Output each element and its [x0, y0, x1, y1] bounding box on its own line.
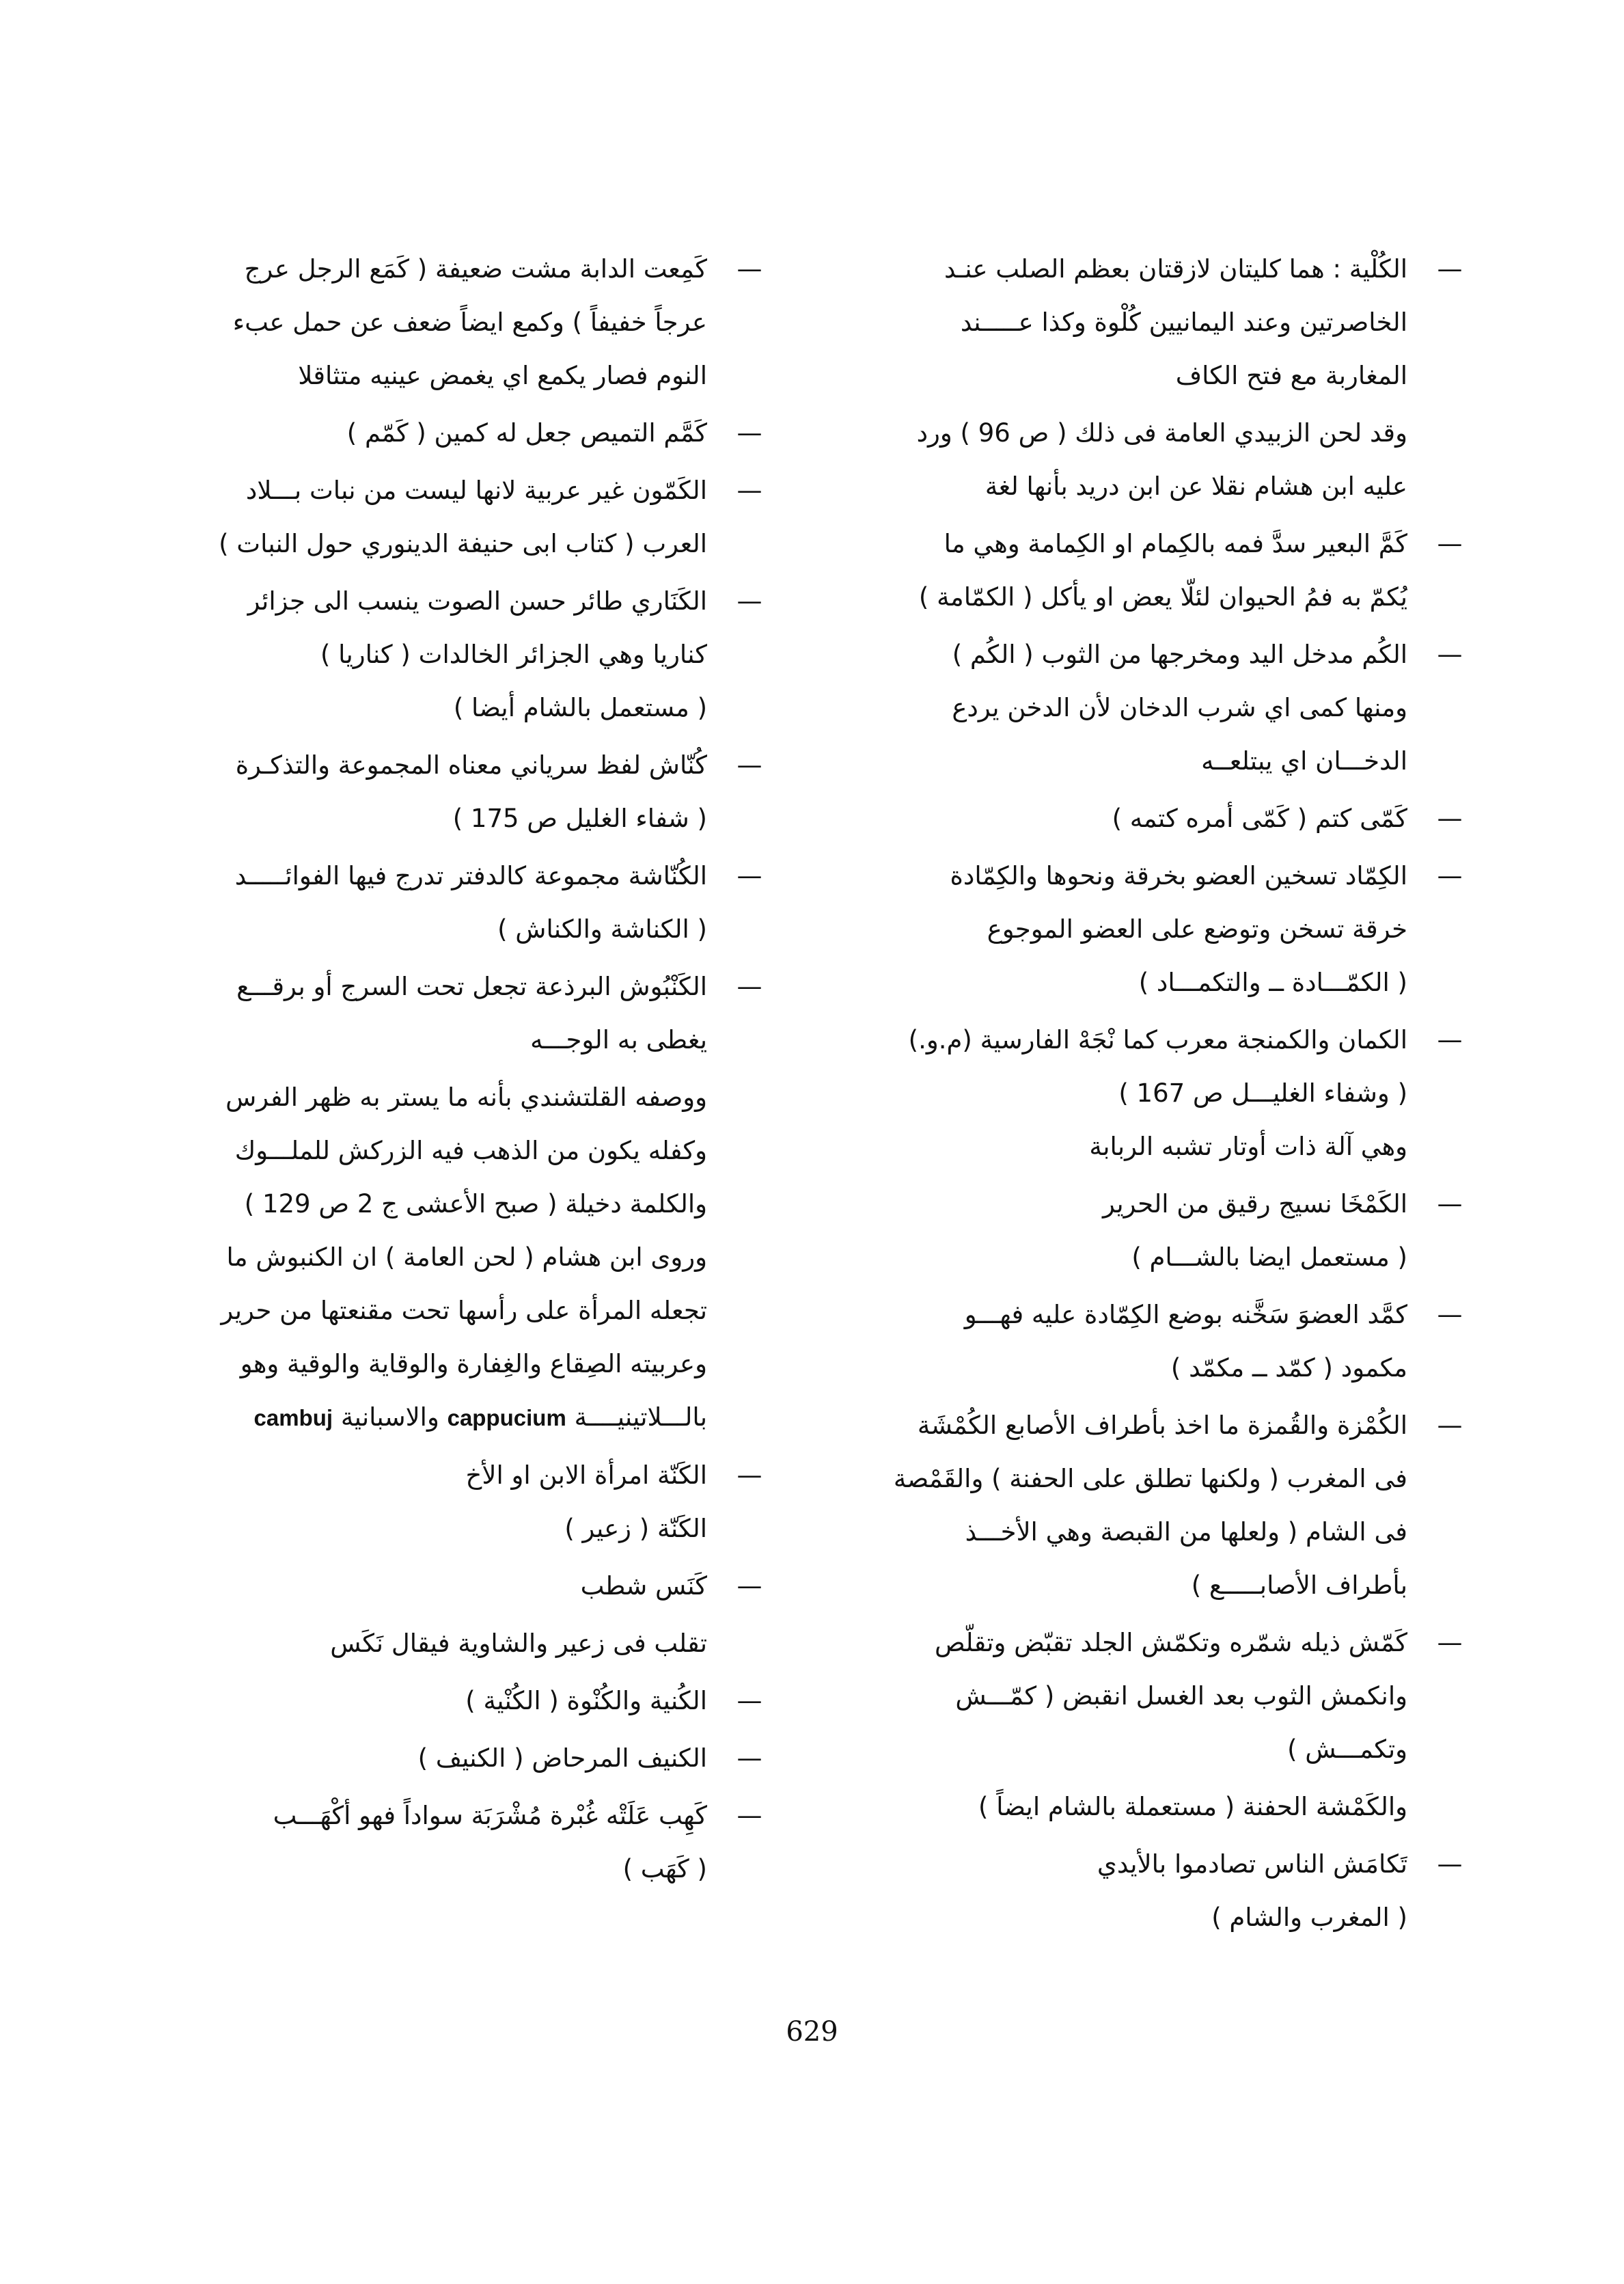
entry-line: ووصفه القلتشندي بأنه ما يستر به ظهر الفرس — [225, 1083, 707, 1112]
entry-dash: — — [1437, 640, 1463, 669]
entry-dash: — — [1437, 1628, 1463, 1657]
entry-line: ( شفاء الغليل ص 175 ) — [452, 804, 707, 833]
dictionary-entry — [140, 1560, 769, 1613]
entry-line: تَكامَش الناس تصادموا بالأيدي — [1097, 1849, 1407, 1879]
entry-dash: — — [1437, 254, 1463, 284]
entry-dash: — — [737, 1686, 762, 1715]
entry-line: كناريا وهي الجزائر الخالدات ( كناريا ) — [320, 640, 707, 669]
entry-line: الكَنّة امرأة الابن او الأخ — [465, 1460, 707, 1490]
entry-dash: — — [1437, 529, 1463, 558]
entry-line: كَمَّم التميص جعل له كمين ( كَمّم ) — [346, 418, 707, 448]
entry-line: الكِمّاد تسخين العضو بخرقة ونحوها والكِمّادة — [950, 861, 1407, 891]
entry-line: تقلب فى زعير والشاوية فيقال نَكَس — [330, 1629, 707, 1658]
entry-line: والكَمْشة الحفنة ( مستعملة بالشام ايضاً ) — [978, 1792, 1407, 1821]
entry-line: الدخـــان اي يبتلعــه — [1201, 746, 1407, 776]
left-column — [140, 243, 769, 1900]
latin-word: cambuj — [253, 1405, 333, 1430]
entry-line: كَمّش ذيله شمّره وتكمّش الجلد تقبّض وتقلّص — [934, 1628, 1407, 1657]
entry-line: مكمود ( كمّد ــ مكمّد ) — [1170, 1353, 1407, 1383]
dictionary-entry — [847, 1838, 1469, 1944]
dictionary-entry — [140, 1732, 769, 1785]
entry-line: الكُم مدخل اليد ومخرجها من الثوب ( الكُم ) — [952, 640, 1407, 669]
entry-dash: — — [737, 861, 762, 891]
entry-line: الكَنّة ( زعير ) — [564, 1514, 707, 1543]
dictionary-entry — [847, 1288, 1469, 1395]
entry-line: الكَنَاري طائر حسن الصوت ينسب الى جزائر — [247, 586, 707, 616]
entry-line: كَهِب عَلَتْه غُبْرة مُشْرَبَة سواداً فهو أكْهَـــب — [273, 1801, 707, 1830]
entry-dash: — — [1437, 1849, 1463, 1879]
entry-line: يغطى به الوجـــه — [530, 1025, 707, 1055]
entry-line: كُنّاش لفظ سرياني معناه المجموعة والتذكـرة — [235, 750, 707, 780]
dictionary-entry — [140, 464, 769, 571]
dictionary-entry — [847, 1616, 1469, 1776]
entry-line: الكنيف المرحاض ( الكنيف ) — [417, 1743, 707, 1773]
entry-line: الكُنّاشة مجموعة كالدفتر تدرج فيها الفوائـــــد — [234, 861, 707, 891]
entry-line: عرجاً خفيفاً ) وكمع ايضاً ضعف عن حمل عبء — [232, 308, 707, 337]
entry-dash: — — [737, 750, 762, 780]
dictionary-entry — [140, 575, 769, 735]
entry-line: ( الكناشة والكناش ) — [497, 914, 707, 944]
dictionary-entry — [847, 849, 1469, 1009]
right-column — [847, 243, 1469, 1948]
entry-dash: — — [1437, 861, 1463, 891]
entry-line: الكَنْبُوش البرذعة تجعل تحت السرج أو برقـــع — [236, 972, 707, 1001]
entry-dash: — — [1437, 1189, 1463, 1219]
entry-line: الخاصرتين وعند اليمانيين كُلْوة وكذا عـــــند — [960, 308, 1407, 337]
dictionary-entry — [847, 1399, 1469, 1612]
latin-word: cappucium — [447, 1405, 566, 1430]
entry-dash: — — [1437, 1300, 1463, 1329]
entry-line: تجعله المرأة على رأسها تحت مقنعتها من حرير — [221, 1296, 707, 1325]
entry-line: الكُنية والكُنْوة ( الكُنْية ) — [465, 1686, 707, 1715]
entry-line: الكُلْية : هما كليتان لازقتان بعظم الصلب عنـد — [944, 254, 1407, 284]
entry-dash: — — [737, 1801, 762, 1830]
entry-dash: — — [737, 972, 762, 1001]
entry-line: فى الشام ( ولعلها من القبصة وهي الأخـــذ — [965, 1517, 1407, 1547]
entry-line: وتكمـــش ) — [1287, 1735, 1407, 1764]
entry-line: فى المغرب ( ولكنها تطلق على الحفنة ) والقَمْصة — [893, 1464, 1407, 1493]
entry-line: المغاربة مع فتح الكاف — [1175, 361, 1407, 390]
entry-dash: — — [737, 1571, 762, 1601]
entry-dash: — — [737, 418, 762, 448]
entry-line: وروى ابن هشام ( لحن العامة ) ان الكنبوش ما — [226, 1242, 707, 1272]
arabic-word: بالـــلاتينيــــة — [574, 1402, 707, 1432]
entry-dash: — — [1437, 1411, 1463, 1440]
entry-line: الكمان والكمنجة معرب كما نْجَهْ الفارسية (م.و.) — [908, 1025, 1407, 1055]
dictionary-entry — [140, 1789, 769, 1896]
dictionary-entry — [140, 1071, 769, 1445]
entry-line: كَمّى كتم ( كَمّى أمره كتمه ) — [1112, 804, 1407, 833]
entry-line: الكَمّون غير عربية لانها ليست من نبات بـــلاد — [245, 476, 707, 505]
dictionary-entry — [847, 1780, 1469, 1834]
dictionary-entry — [847, 1014, 1469, 1173]
dictionary-entry — [140, 1674, 769, 1728]
arabic-word: والاسبانية — [340, 1402, 439, 1432]
entry-line: كَمِعت الدابة مشت ضعيفة ( كَمَع الرجل عرج — [244, 254, 707, 284]
dictionary-entry — [140, 739, 769, 845]
entry-dash: — — [1437, 1025, 1463, 1055]
dictionary-entry — [140, 849, 769, 956]
entry-line: خرقة تسخن وتوضع على العضو الموجوع — [987, 914, 1407, 944]
entry-line: ( المغرب والشام ) — [1211, 1903, 1407, 1932]
entry-line: الكُمْزة والقُمزة ما اخذ بأطراف الأصابع الكُمْشَة — [917, 1411, 1407, 1440]
dictionary-entry — [847, 628, 1469, 788]
entry-line: وهي آلة ذات أوتار تشبه الربابة — [1089, 1132, 1407, 1161]
entry-line: وقد لحن الزبيدي العامة فى ذلك ( ص 96 ) ورد — [916, 418, 1407, 448]
entry-line-latin — [140, 1391, 707, 1445]
dictionary-entry — [140, 407, 769, 460]
entry-dash: — — [737, 586, 762, 616]
entry-line: كَنَس شطب — [580, 1571, 707, 1601]
entry-line: ومنها كمى اي شرب الدخان لأن الدخن يردع — [952, 693, 1407, 722]
entry-dash: — — [737, 476, 762, 505]
dictionary-entry — [847, 792, 1469, 845]
entry-dash: — — [737, 1460, 762, 1490]
dictionary-entry — [847, 1178, 1469, 1284]
dictionary-entry — [140, 1617, 769, 1670]
dictionary-entry — [847, 517, 1469, 624]
entry-dash: — — [737, 1743, 762, 1773]
entry-dash: — — [737, 254, 762, 284]
entry-dash: — — [1437, 804, 1463, 833]
entry-line: ( الكمّـــادة ــ والتكمـــاد ) — [1138, 968, 1407, 997]
entry-line: ( مستعمل بالشام أيضا ) — [453, 693, 707, 722]
page-number: 629 — [786, 2016, 838, 2048]
dictionary-entry — [140, 243, 769, 403]
entry-line: العرب ( كتاب ابى حنيفة الدينوري حول النبات ) — [219, 529, 707, 558]
entry-line: النوم فصار يكمع اي يغمض عينيه متثاقلا — [298, 361, 707, 390]
dictionary-entry — [140, 960, 769, 1067]
entry-line: يُكمّ به فمُ الحيوان لئلّا يعض او يأكل ( الكمّامة ) — [918, 582, 1407, 612]
entry-line: وعربيته الصِقاع والغِفارة والوقاية والوقية وهو — [240, 1349, 707, 1378]
entry-line: ( كَهَب ) — [622, 1854, 707, 1884]
entry-line: والكلمة دخيلة ( صبح الأعشى ج 2 ص 129 ) — [244, 1189, 707, 1219]
dictionary-entry — [847, 407, 1469, 513]
entry-line: عليه ابن هشام نقلا عن ابن دريد بأنها لغة — [985, 472, 1407, 501]
entry-line: ( وشفاء الغليـــل ص 167 ) — [1118, 1078, 1407, 1108]
dictionary-entry — [140, 1449, 769, 1555]
entry-line: الكَمْخَا نسيج رقيق من الحرير — [1102, 1189, 1407, 1219]
dictionary-entry — [847, 243, 1469, 403]
entry-line: ( مستعمل ايضا بالشـــام ) — [1131, 1242, 1407, 1272]
entry-line: بأطراف الأصابـــــع ) — [1191, 1571, 1407, 1600]
entry-line: كَمَّ البعير سدَّ فمه بالكِمام او الكِمامة وهي ما — [944, 529, 1407, 558]
entry-line: وانكمش الثوب بعد الغسل انقبض ( كمّـــش — [955, 1681, 1407, 1711]
entry-line: كمَّد العضوَ سَخَّنه بوضع الكِمّادة عليه فهـــو — [964, 1300, 1407, 1329]
entry-line: وكفله يكون من الذهب فيه الزركش للملـــوك — [234, 1136, 707, 1165]
